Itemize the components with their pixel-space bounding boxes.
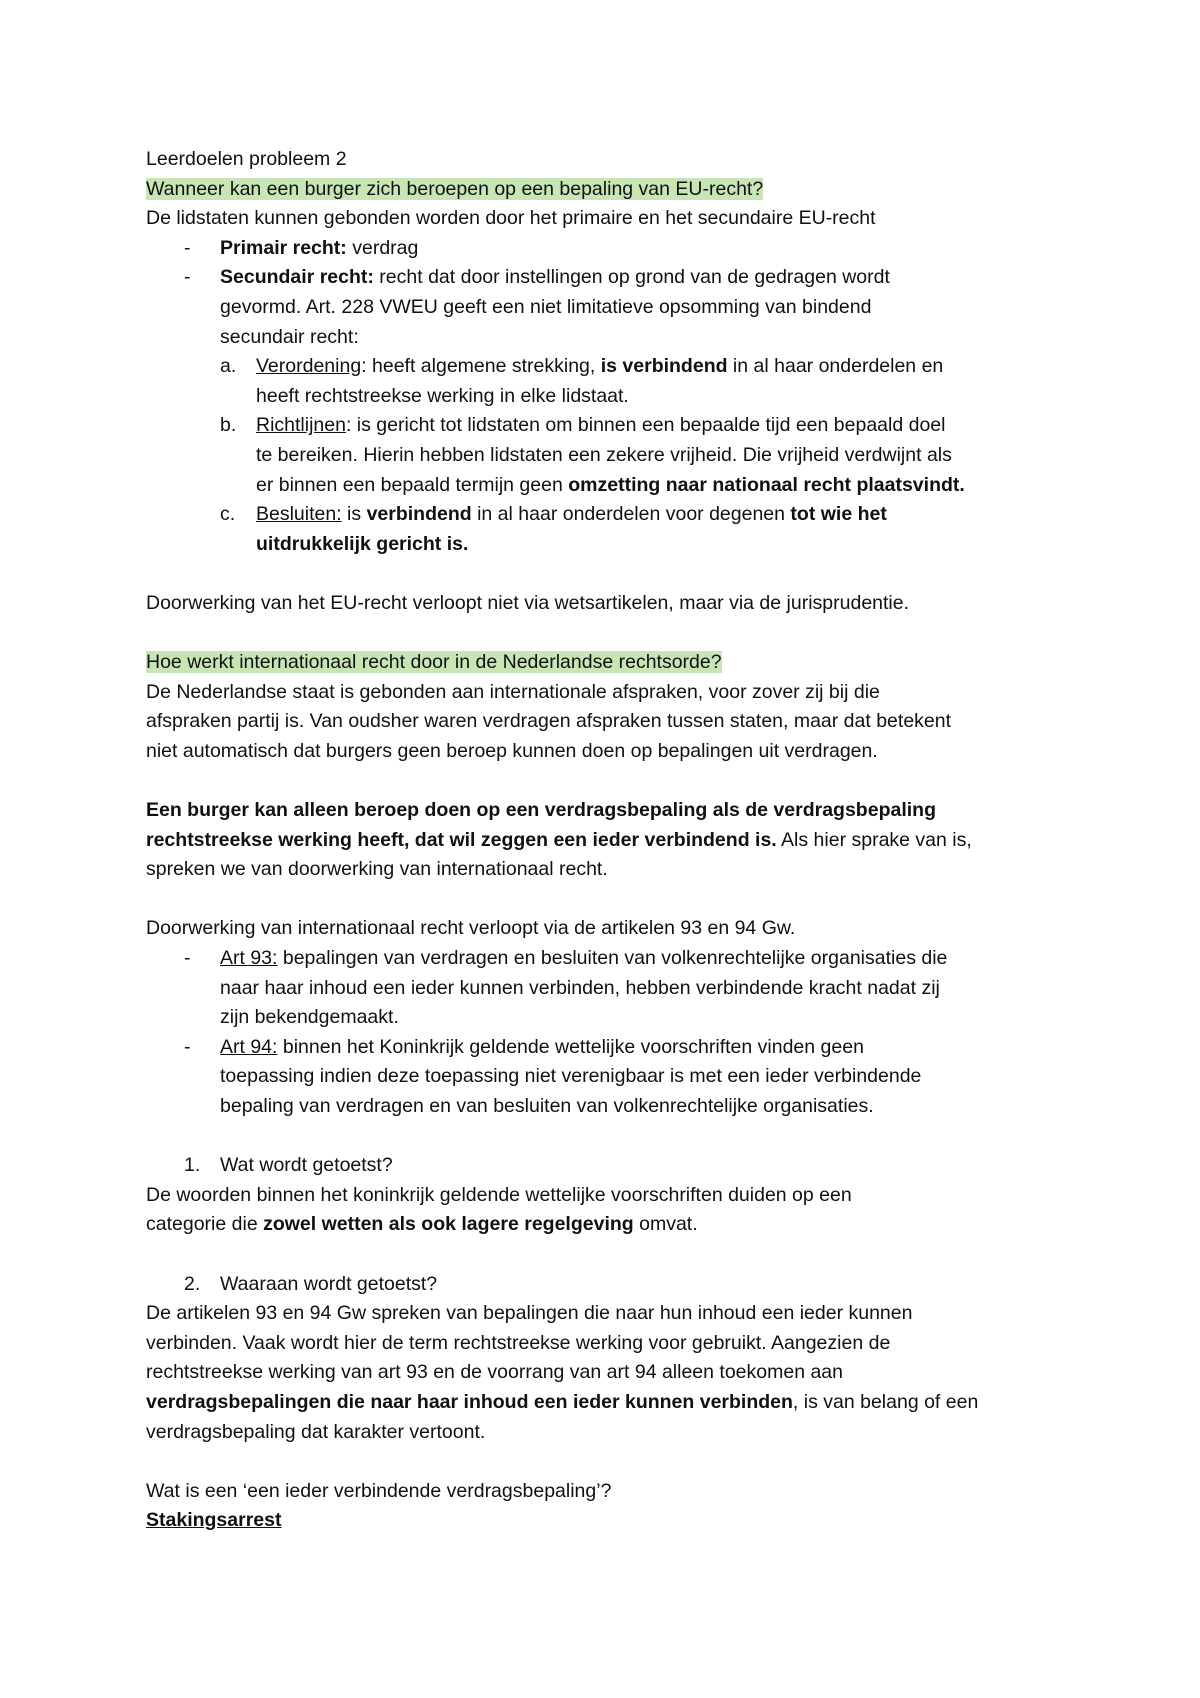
paragraph-burger-beroep: Een burger kan alleen beroep doen op een verdragsbepaling als de verdragsbepaling rechtstreekse werking heeft, dat wil zeggen een ieder verbindend is. Als hier sprake van is, spreken we van doorwerking van internationaal recht.: [146, 799, 972, 881]
question-internationaal-recht: Hoe werkt internationaal recht door in de Nederlandse rechtsorde?: [146, 651, 722, 674]
list-item-verordening: a. Verordening: heeft algemene strekking, is verbindend in al haar onderdelen en heeft rechtstreekse werking in elke lidstaat.: [220, 355, 944, 407]
paragraph-wat-getoetst: De woorden binnen het koninkrijk geldende wettelijke voorschriften duiden op een categorie die zowel wetten als ook lagere regelgeving omvat.: [146, 1183, 852, 1236]
list-item-richtlijnen: b. Richtlijnen: is gericht tot lidstaten om binnen een bepaalde tijd een bepaald doel te bereiken. Hierin hebben lidstaten een zekere vrijheid. Die vrijheid verdwijnt als er binnen een bepaald termijn geen omzetting naar nationaal recht plaatsvindt.: [220, 414, 965, 496]
dash-marker: -: [184, 236, 191, 259]
dash-marker: -: [184, 266, 191, 289]
dash-marker: -: [184, 947, 191, 970]
list-item-besluiten: c. Besluiten: is verbindend in al haar onderdelen voor degenen tot wie het uitdrukkelijk gericht is.: [220, 503, 887, 555]
document-title: Leerdoelen probleem 2: [146, 148, 347, 170]
paragraph-doorwerking-eu: Doorwerking van het EU-recht verloopt niet via wetsartikelen, maar via de jurisprudentie.: [146, 591, 910, 614]
intro-text: De lidstaten kunnen gebonden worden door het primaire en het secundaire EU-recht: [146, 207, 876, 230]
heading-stakingsarrest: Stakingsarrest: [146, 1509, 282, 1532]
list-item-art93: - Art 93: bepalingen van verdragen en besluiten van volkenrechtelijke organisaties die naar haar inhoud een ieder kunnen verbinden, hebben verbindende kracht nadat zij zijn bekendgemaakt.: [146, 944, 1090, 1033]
paragraph-waaraan-getoetst: De artikelen 93 en 94 Gw spreken van bepalingen die naar hun inhoud een ieder kunnen verbinden. Vaak wordt hier de term rechtstreekse werking voor gebruikt. Aangezien de rechtstreekse werking van art 93 en de voorrang van art 94 alleen toekomen aan verdragsbepalingen die naar haar inhoud een ieder kunnen verbinden, is van belang of een verdragsbepaling dat karakter vertoont.: [146, 1302, 979, 1443]
paragraph-artikelen-93-94: Doorwerking van internationaal recht verloopt via de artikelen 93 en 94 Gw.: [146, 917, 796, 940]
list-item-art94: - Art 94: binnen het Koninkrijk geldende wettelijke voorschriften vinden geen toepassing indien deze toepassing niet verenigbaar is met een ieder verbindende bepaling van verdragen en van besluiten van volkenrechtelijke organisaties.: [146, 1033, 1090, 1122]
question-verdragsbepaling: Wat is een ‘een ieder verbindende verdragsbepaling’?: [146, 1479, 612, 1502]
numbered-item-1: 1. Wat wordt getoetst?: [184, 1154, 393, 1177]
paragraph-nederlandse-staat: De Nederlandse staat is gebonden aan internationale afspraken, voor zover zij bij die afspraken partij is. Van oudsher waren verdragen afspraken tussen staten, maar dat betekent niet automatisch dat burgers geen beroep kunnen doen op bepalingen uit verdragen.: [146, 680, 952, 762]
list-item-primair: - Primair recht: verdrag: [146, 234, 1090, 264]
list-item-secundair: - Secundair recht: recht dat door instellingen op grond van de gedragen wordt gevormd. Art. 228 VWEU geeft een niet limitatieve opsomming van bindend secundair recht:: [146, 263, 1090, 352]
numbered-item-2: 2. Waaraan wordt getoetst?: [184, 1272, 438, 1295]
dash-marker: -: [184, 1035, 191, 1058]
question-eu-recht: Wanneer kan een burger zich beroepen op een bepaling van EU-recht?: [146, 177, 764, 200]
